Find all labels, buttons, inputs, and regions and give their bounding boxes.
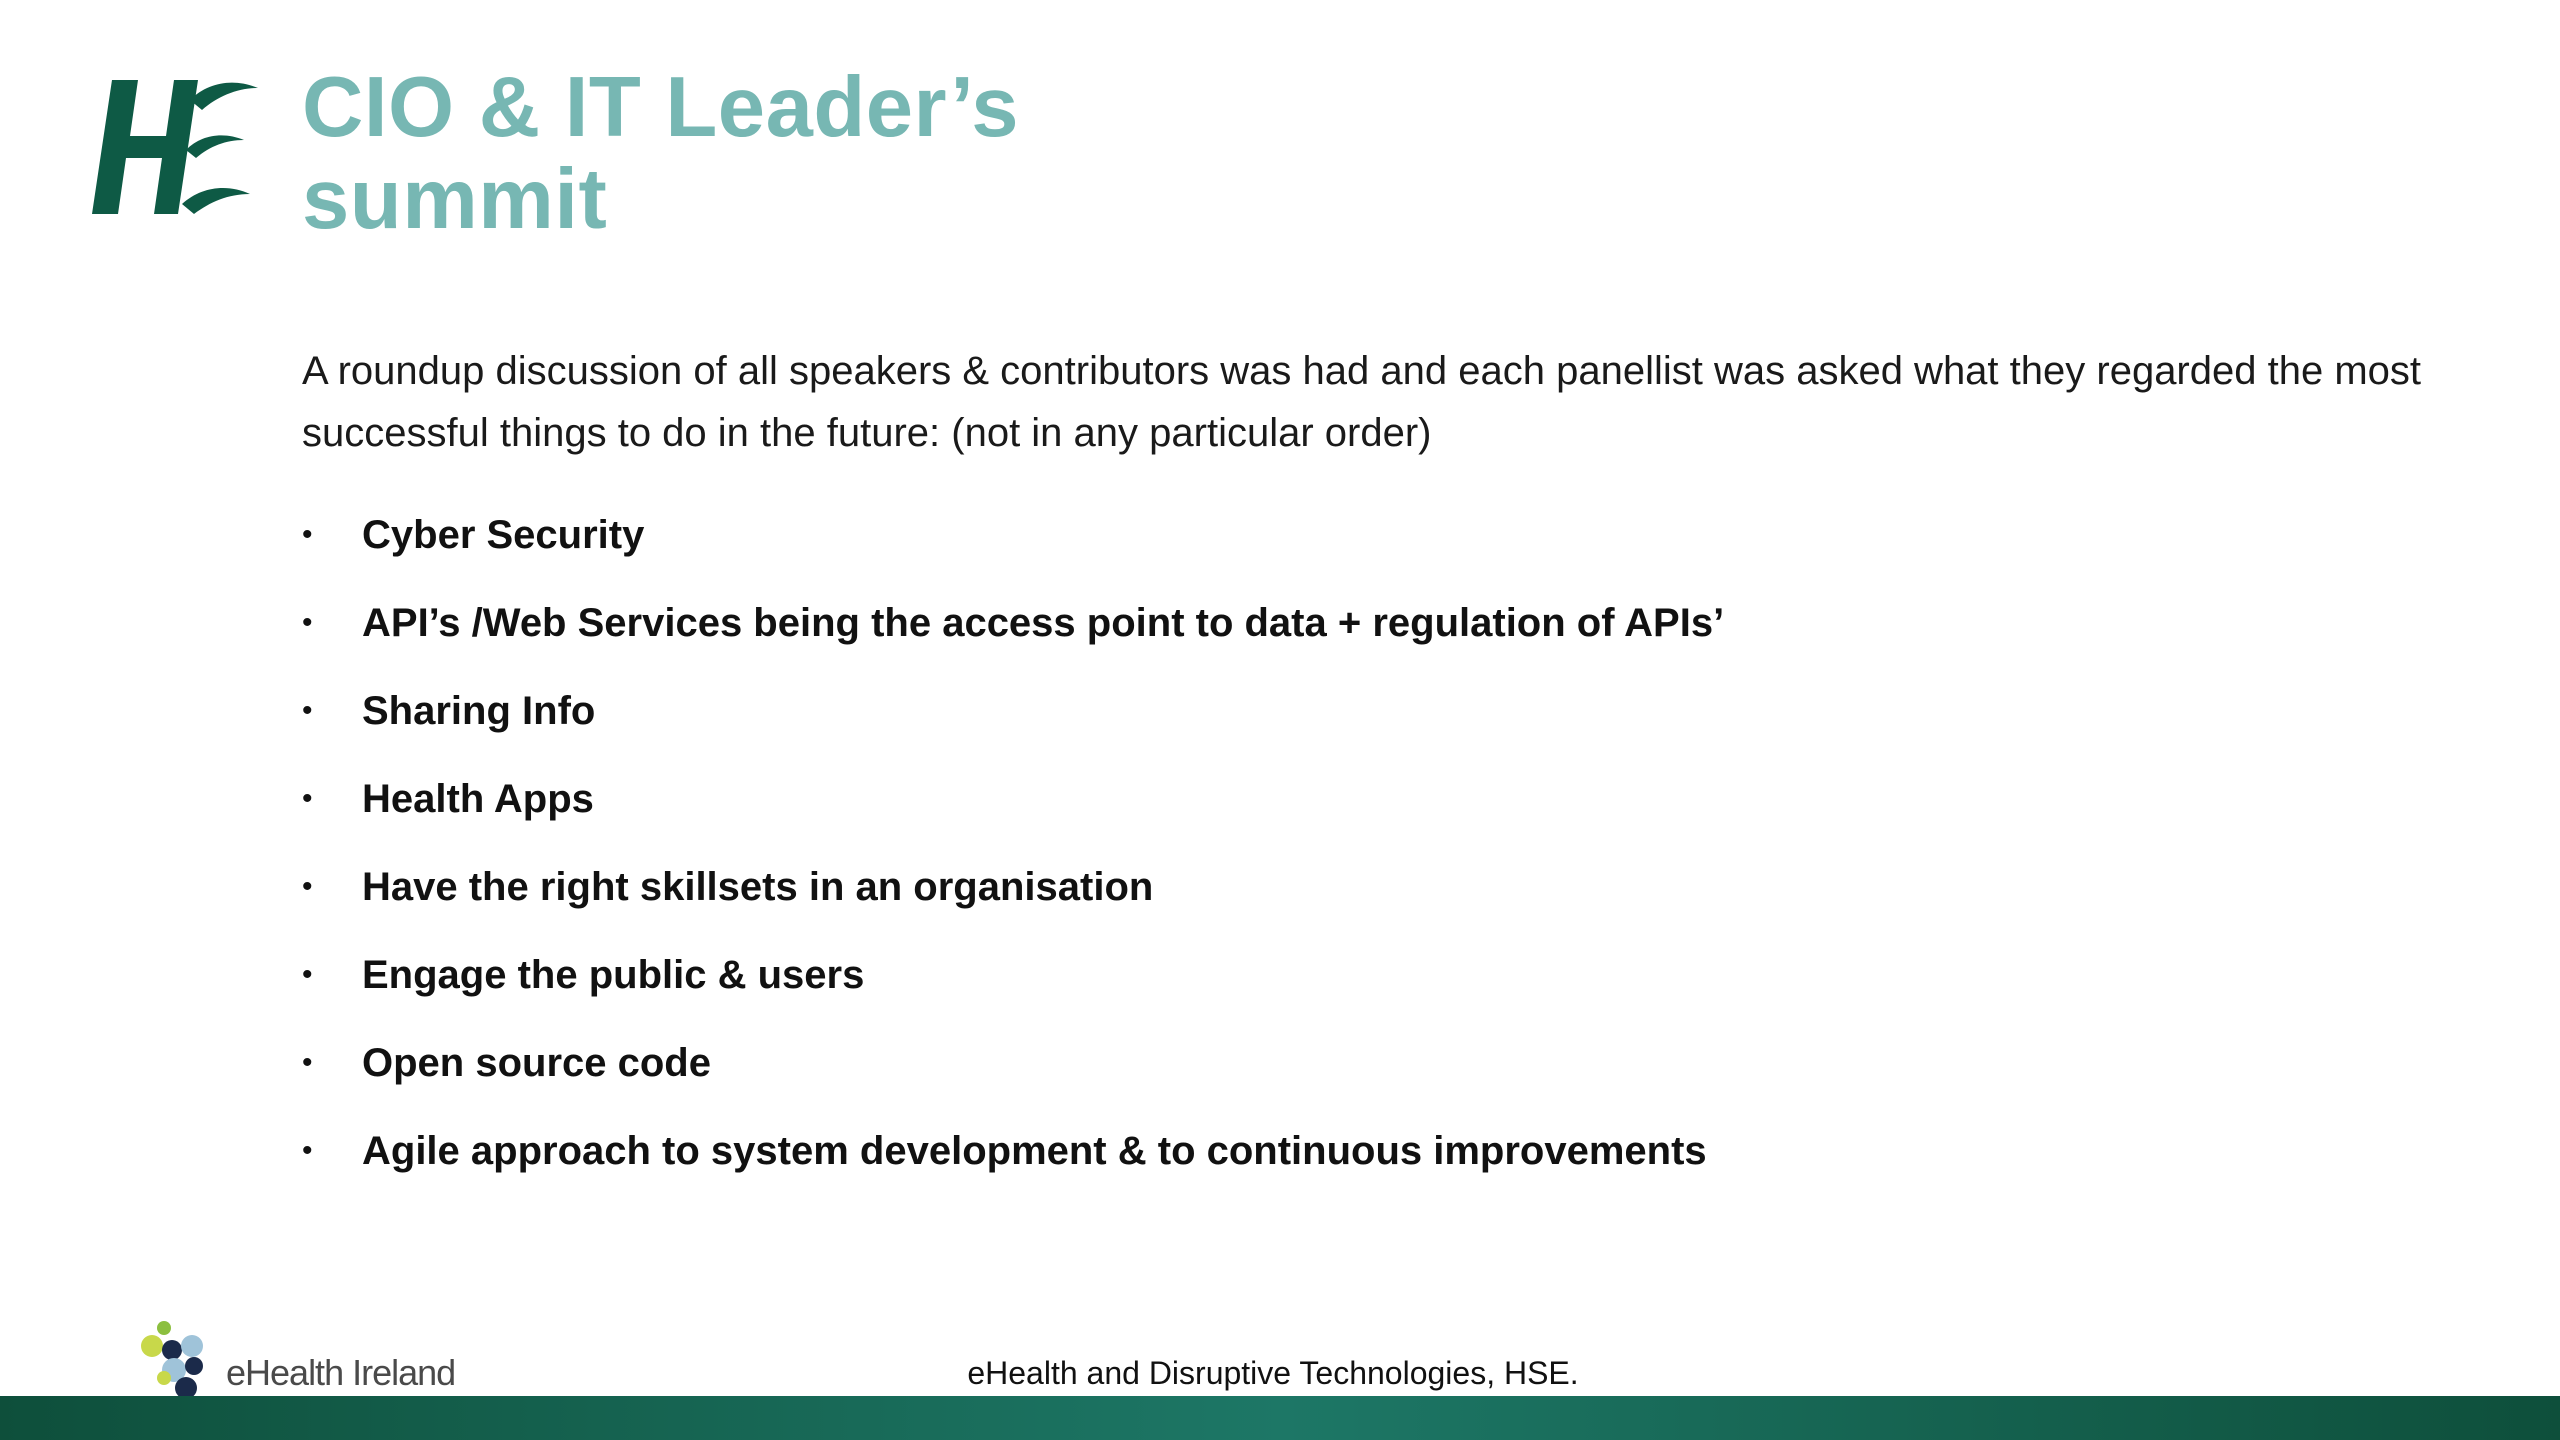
bullet-text: Cyber Security <box>362 512 645 557</box>
list-item <box>302 667 1724 755</box>
bullet-icon: • <box>302 518 313 551</box>
list-item <box>302 931 1724 1019</box>
list-item <box>302 1107 1724 1195</box>
bullet-text: Sharing Info <box>362 688 596 733</box>
footer-bar <box>0 1396 2560 1440</box>
bullet-icon: • <box>302 958 313 991</box>
intro-paragraph: A roundup discussion of all speakers & contributors was had and each panellist was asked what they regarded the most successful things to do in the future: (not in any particular order) <box>302 349 2422 455</box>
list-item <box>302 843 1724 931</box>
ehealth-ireland-brand-text: eHealth Ireland <box>226 1352 456 1393</box>
bullet-icon: • <box>302 1134 313 1167</box>
bullet-icon: • <box>302 1046 313 1079</box>
bullet-icon: • <box>302 782 313 815</box>
bullet-text: Have the right skillsets in an organisation <box>362 864 1154 909</box>
bullet-text: API’s /Web Services being the access point to data + regulation of APIs’ <box>362 600 1725 645</box>
bullet-list <box>302 491 1724 1195</box>
list-item <box>302 1019 1724 1107</box>
bullet-text: Health Apps <box>362 776 594 821</box>
bullet-text: Open source code <box>362 1040 711 1085</box>
bullet-text: Engage the public & users <box>362 952 865 997</box>
list-item <box>302 755 1724 843</box>
footer-caption: eHealth and Disruptive Technologies, HSE. <box>967 1355 1579 1391</box>
title-line-2: summit <box>302 152 608 247</box>
bullet-icon: • <box>302 870 313 903</box>
slide-title <box>302 62 1019 246</box>
bullet-icon: • <box>302 606 313 639</box>
hse-logo-icon <box>78 74 258 220</box>
bullet-icon: • <box>302 694 313 727</box>
list-item <box>302 579 1724 667</box>
title-line-1: CIO & IT Leader’s <box>302 60 1020 155</box>
bullet-text: Agile approach to system development & to continuous improvements <box>362 1128 1707 1173</box>
list-item <box>302 491 1724 579</box>
